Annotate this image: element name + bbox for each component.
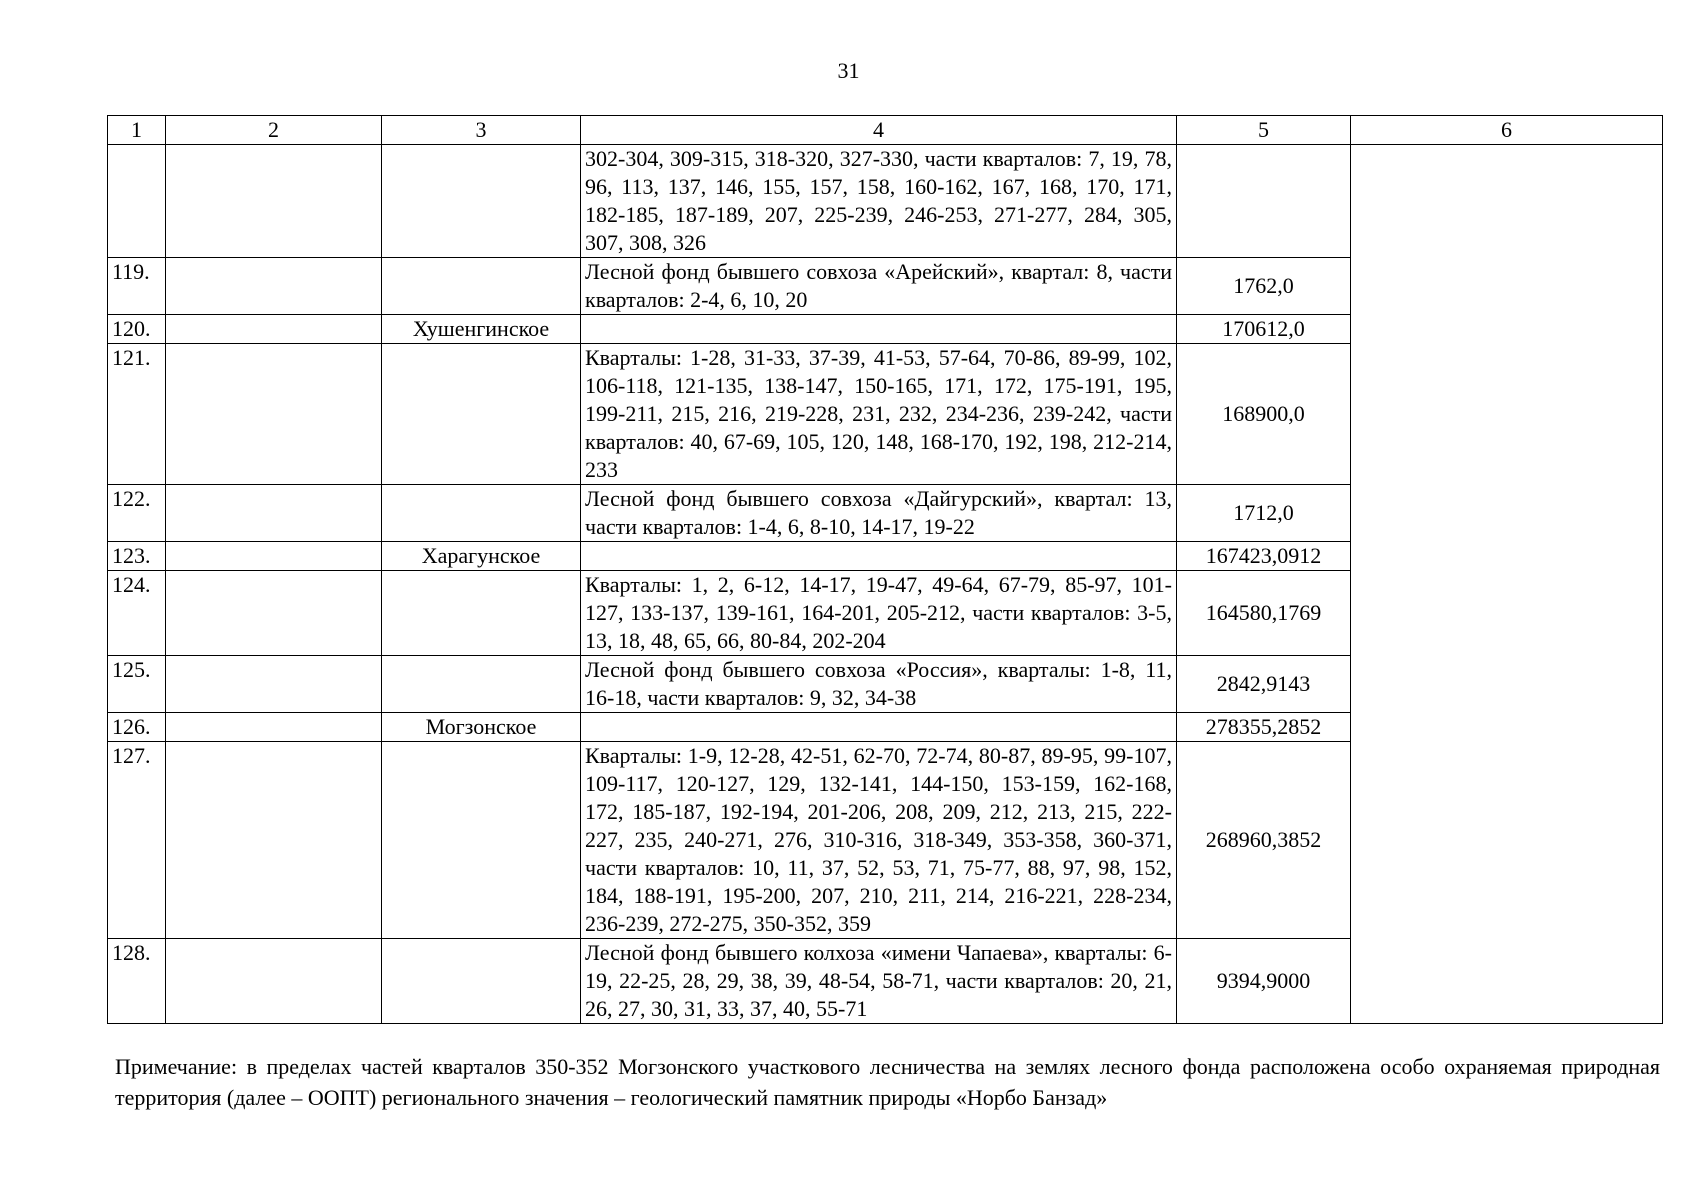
row-number: 124. xyxy=(108,571,166,656)
row-number: 127. xyxy=(108,742,166,939)
header-cell-6: 6 xyxy=(1351,116,1663,145)
row-area: 167423,0912 xyxy=(1177,542,1351,571)
row-area: 168900,0 xyxy=(1177,344,1351,485)
row-quarters-description: Лесной фонд бывшего совхоза «Россия», кварталы: 1-8, 11, 16-18, части кварталов: 9, 32, 34-38 xyxy=(581,656,1177,713)
row-number xyxy=(108,145,166,258)
row-forestry-name xyxy=(382,485,581,542)
row-number: 128. xyxy=(108,939,166,1024)
row-quarters-description: Лесной фонд бывшего совхоза «Дайгурский», квартал: 13, части кварталов: 1-4, 6, 8-10, 14-17, 19-22 xyxy=(581,485,1177,542)
column-6-merged-cell xyxy=(1351,145,1663,1024)
row-area: 2842,9143 xyxy=(1177,656,1351,713)
row-quarters-description: Кварталы: 1-9, 12-28, 42-51, 62-70, 72-74, 80-87, 89-95, 99-107, 109-117, 120-127, 129, 132-141, 144-150, 153-159, 162-168, 172, 185-187, 192-194, 201-206, 208, 209, 212, 213, 215, 222-227, 235, 240-271, 276, 310-316, 318-349, 353-358, 360-371, части кварталов: 10, 11, 37, 52, 53, 71, 75-77, 88, 97, 98, 152, 184, 188-191, 195-200, 207, 210, 211, 214, 216-221, 228-234, 236-239, 272-275, 350-352, 359 xyxy=(581,742,1177,939)
row-area: 268960,3852 xyxy=(1177,742,1351,939)
row-col2 xyxy=(166,344,382,485)
row-col2 xyxy=(166,258,382,315)
row-col2 xyxy=(166,939,382,1024)
row-col2 xyxy=(166,315,382,344)
row-forestry-name xyxy=(382,742,581,939)
row-col2 xyxy=(166,485,382,542)
footnote: Примечание: в пределах частей кварталов 350-352 Могзонского участкового лесничества на землях лесного фонда расположена особо охраняемая природная территория (далее – ООПТ) регионального значения – геологический памятник природы «Норбо Банзад» xyxy=(115,1054,1660,1110)
row-area: 1712,0 xyxy=(1177,485,1351,542)
row-quarters-description: Кварталы: 1-28, 31-33, 37-39, 41-53, 57-64, 70-86, 89-99, 102, 106-118, 121-135, 138-147, 150-165, 171, 172, 175-191, 195, 199-211, 215, 216, 219-228, 231, 232, 234-236, 239-242, части кварталов: 40, 67-69, 105, 120, 148, 168-170, 192, 198, 212-214, 233 xyxy=(581,344,1177,485)
row-area: 164580,1769 xyxy=(1177,571,1351,656)
row-forestry-name: Харагунское xyxy=(382,542,581,571)
row-number: 122. xyxy=(108,485,166,542)
row-number: 125. xyxy=(108,656,166,713)
row-col2 xyxy=(166,542,382,571)
row-forestry-name xyxy=(382,656,581,713)
row-col2 xyxy=(166,713,382,742)
row-col2 xyxy=(166,145,382,258)
row-number: 123. xyxy=(108,542,166,571)
row-forestry-name xyxy=(382,939,581,1024)
row-forestry-name: Хушенгинское xyxy=(382,315,581,344)
row-col2 xyxy=(166,656,382,713)
table-header-row xyxy=(108,116,1663,145)
row-forestry-name xyxy=(382,344,581,485)
row-quarters-description xyxy=(581,713,1177,742)
row-area: 1762,0 xyxy=(1177,258,1351,315)
row-col2 xyxy=(166,571,382,656)
row-quarters-description: Кварталы: 1, 2, 6-12, 14-17, 19-47, 49-64, 67-79, 85-97, 101-127, 133-137, 139-161, 164-201, 205-212, части кварталов: 3-5, 13, 18, 48, 65, 66, 80-84, 202-204 xyxy=(581,571,1177,656)
row-area xyxy=(1177,145,1351,258)
row-quarters-description: Лесной фонд бывшего колхоза «имени Чапаева», кварталы: 6-19, 22-25, 28, 29, 38, 39, 48-54, 58-71, части кварталов: 20, 21, 26, 27, 30, 31, 33, 37, 40, 55-71 xyxy=(581,939,1177,1024)
header-cell-2: 2 xyxy=(166,116,382,145)
header-cell-4: 4 xyxy=(581,116,1177,145)
row-area: 278355,2852 xyxy=(1177,713,1351,742)
row-number: 121. xyxy=(108,344,166,485)
table-row xyxy=(108,145,1663,258)
forest-registry-table xyxy=(107,115,1663,1024)
page-number: 31 xyxy=(837,58,860,83)
row-forestry-name: Могзонское xyxy=(382,713,581,742)
header-cell-1: 1 xyxy=(108,116,166,145)
row-number: 119. xyxy=(108,258,166,315)
row-area: 170612,0 xyxy=(1177,315,1351,344)
row-quarters-description: 302-304, 309-315, 318-320, 327-330, части кварталов: 7, 19, 78, 96, 113, 137, 146, 155, 157, 158, 160-162, 167, 168, 170, 171, 182-185, 187-189, 207, 225-239, 246-253, 271-277, 284, 305, 307, 308, 326 xyxy=(581,145,1177,258)
row-quarters-description xyxy=(581,542,1177,571)
row-forestry-name xyxy=(382,145,581,258)
row-quarters-description xyxy=(581,315,1177,344)
header-cell-3: 3 xyxy=(382,116,581,145)
row-number: 126. xyxy=(108,713,166,742)
header-cell-5: 5 xyxy=(1177,116,1351,145)
row-col2 xyxy=(166,742,382,939)
row-number: 120. xyxy=(108,315,166,344)
row-area: 9394,9000 xyxy=(1177,939,1351,1024)
row-forestry-name xyxy=(382,258,581,315)
row-forestry-name xyxy=(382,571,581,656)
row-quarters-description: Лесной фонд бывшего совхоза «Арейский», квартал: 8, части кварталов: 2-4, 6, 10, 20 xyxy=(581,258,1177,315)
